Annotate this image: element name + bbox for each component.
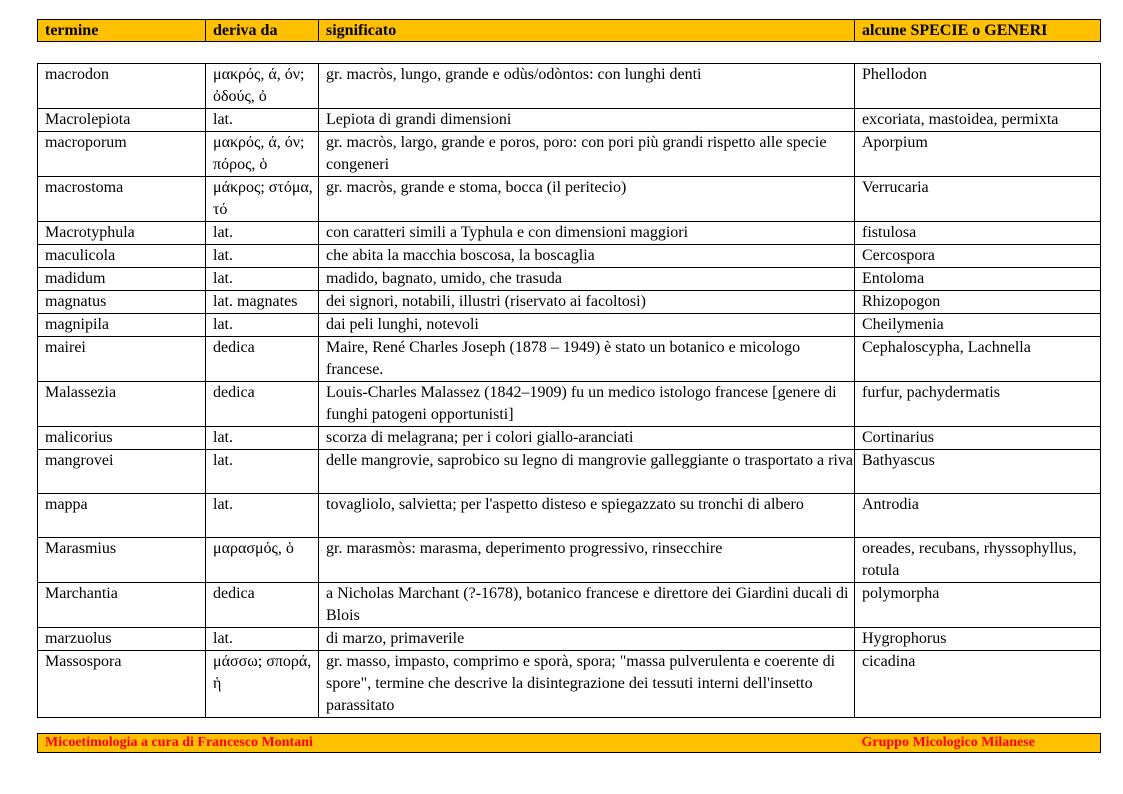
cell-deriva-da: lat. xyxy=(206,427,319,450)
header-deriva-da: deriva da xyxy=(206,20,319,42)
cell-termine: Malassezia xyxy=(38,382,206,427)
cell-specie: cicadina xyxy=(855,651,1101,718)
cell-termine: maculicola xyxy=(38,245,206,268)
table-row xyxy=(38,109,1101,132)
cell-termine: Marasmius xyxy=(38,538,206,583)
cell-significato: gr. macròs, grande e stoma, bocca (il peritecio) xyxy=(319,177,855,222)
cell-deriva-da: μάκρος; στόμα, τό xyxy=(206,177,319,222)
header-significato: significato xyxy=(319,20,855,42)
cell-termine: marzuolus xyxy=(38,628,206,651)
table-row xyxy=(38,427,1101,450)
cell-termine: Marchantia xyxy=(38,583,206,628)
cell-deriva-da: μακρός, ά, όν; πόρος, ὁ xyxy=(206,132,319,177)
cell-deriva-da: lat. xyxy=(206,494,319,538)
cell-specie: Cortinarius xyxy=(855,427,1101,450)
table-row xyxy=(38,222,1101,245)
cell-specie: Bathyascus xyxy=(855,450,1101,494)
cell-termine: magnatus xyxy=(38,291,206,314)
cell-termine: macroporum xyxy=(38,132,206,177)
cell-significato: gr. macròs, largo, grande e poros, poro: con pori più grandi rispetto alle specie congeneri xyxy=(319,132,855,177)
cell-significato: Maire, René Charles Joseph (1878 – 1949) è stato un botanico e micologo francese. xyxy=(319,337,855,382)
cell-termine: mangrovei xyxy=(38,450,206,494)
cell-specie: Cercospora xyxy=(855,245,1101,268)
cell-specie: fistulosa xyxy=(855,222,1101,245)
cell-deriva-da: lat. xyxy=(206,628,319,651)
cell-termine: malicorius xyxy=(38,427,206,450)
cell-significato: Louis-Charles Malassez (1842–1909) fu un medico istologo francese [genere di funghi patogeni opportunisti] xyxy=(319,382,855,427)
cell-specie: furfur, pachydermatis xyxy=(855,382,1101,427)
table-row xyxy=(38,382,1101,427)
cell-deriva-da: lat. xyxy=(206,222,319,245)
cell-significato: Lepiota di grandi dimensioni xyxy=(319,109,855,132)
cell-specie: Antrodia xyxy=(855,494,1101,538)
cell-specie: oreades, recubans, rhyssophyllus, rotula xyxy=(855,538,1101,583)
table-row xyxy=(38,337,1101,382)
cell-deriva-da: μάσσω; σπορά, ἡ xyxy=(206,651,319,718)
cell-significato: gr. marasmòs: marasma, deperimento progressivo, rinsecchire xyxy=(319,538,855,583)
etymology-table xyxy=(37,63,1101,718)
column-header-bar xyxy=(37,19,1101,42)
cell-termine: Macrotyphula xyxy=(38,222,206,245)
cell-significato: delle mangrovie, saprobico su legno di mangrovie galleggiante o trasportato a riva xyxy=(319,450,855,494)
cell-specie: Phellodon xyxy=(855,64,1101,109)
table-row xyxy=(38,538,1101,583)
cell-termine: magnipila xyxy=(38,314,206,337)
footer-bar xyxy=(37,733,1101,753)
cell-specie: Entoloma xyxy=(855,268,1101,291)
cell-deriva-da: lat. magnates xyxy=(206,291,319,314)
cell-termine: madidum xyxy=(38,268,206,291)
table-row xyxy=(38,494,1101,538)
cell-significato: scorza di melagrana; per i colori giallo-aranciati xyxy=(319,427,855,450)
header-specie-generi: alcune SPECIE o GENERI xyxy=(855,20,1101,42)
cell-deriva-da: μαρασμός, ὁ xyxy=(206,538,319,583)
table-row xyxy=(38,314,1101,337)
cell-significato: a Nicholas Marchant (?-1678), botanico francese e direttore dei Giardini ducali di Blois xyxy=(319,583,855,628)
table-row xyxy=(38,64,1101,109)
cell-specie: excoriata, mastoidea, permixta xyxy=(855,109,1101,132)
cell-specie: Cephaloscypha, Lachnella xyxy=(855,337,1101,382)
cell-significato: con caratteri simili a Typhula e con dimensioni maggiori xyxy=(319,222,855,245)
cell-significato: madido, bagnato, umido, che trasuda xyxy=(319,268,855,291)
cell-specie: Aporpium xyxy=(855,132,1101,177)
table-row xyxy=(38,583,1101,628)
table-row xyxy=(38,245,1101,268)
cell-significato: di marzo, primaverile xyxy=(319,628,855,651)
cell-deriva-da: lat. xyxy=(206,109,319,132)
header-termine: termine xyxy=(38,20,206,42)
cell-termine: Massospora xyxy=(38,651,206,718)
table-row xyxy=(38,450,1101,494)
cell-significato: dai peli lunghi, notevoli xyxy=(319,314,855,337)
cell-significato: tovagliolo, salvietta; per l'aspetto disteso e spiegazzato su tronchi di albero xyxy=(319,494,855,538)
cell-termine: Macrolepiota xyxy=(38,109,206,132)
cell-termine: mappa xyxy=(38,494,206,538)
cell-significato: gr. masso, impasto, comprimo e sporà, spora; "massa pulverulenta e coerente di spore", termine che descrive la disintegrazione dei tessuti interni dell'insetto parassitato xyxy=(319,651,855,718)
cell-deriva-da: lat. xyxy=(206,450,319,494)
table-row xyxy=(38,177,1101,222)
table-row xyxy=(38,651,1101,718)
footer-group: Gruppo Micologico Milanese xyxy=(855,734,1101,753)
cell-significato: che abita la macchia boscosa, la boscaglia xyxy=(319,245,855,268)
cell-deriva-da: lat. xyxy=(206,268,319,291)
cell-termine: macrodon xyxy=(38,64,206,109)
table-row xyxy=(38,628,1101,651)
cell-specie: Verrucaria xyxy=(855,177,1101,222)
cell-termine: mairei xyxy=(38,337,206,382)
cell-deriva-da: dedica xyxy=(206,337,319,382)
cell-significato: dei signori, notabili, illustri (riservato ai facoltosi) xyxy=(319,291,855,314)
table-row xyxy=(38,132,1101,177)
cell-deriva-da: μακρός, ά, όν; ὀδούς, ὀ xyxy=(206,64,319,109)
cell-specie: Rhizopogon xyxy=(855,291,1101,314)
cell-specie: Hygrophorus xyxy=(855,628,1101,651)
cell-termine: macrostoma xyxy=(38,177,206,222)
cell-deriva-da: dedica xyxy=(206,382,319,427)
footer-author: Micoetimologia a cura di Francesco Montani xyxy=(38,734,855,753)
cell-specie: Cheilymenia xyxy=(855,314,1101,337)
cell-specie: polymorpha xyxy=(855,583,1101,628)
table-row xyxy=(38,291,1101,314)
table-row xyxy=(38,268,1101,291)
cell-deriva-da: dedica xyxy=(206,583,319,628)
cell-deriva-da: lat. xyxy=(206,245,319,268)
cell-significato: gr. macròs, lungo, grande e odùs/odòntos: con lunghi denti xyxy=(319,64,855,109)
cell-deriva-da: lat. xyxy=(206,314,319,337)
